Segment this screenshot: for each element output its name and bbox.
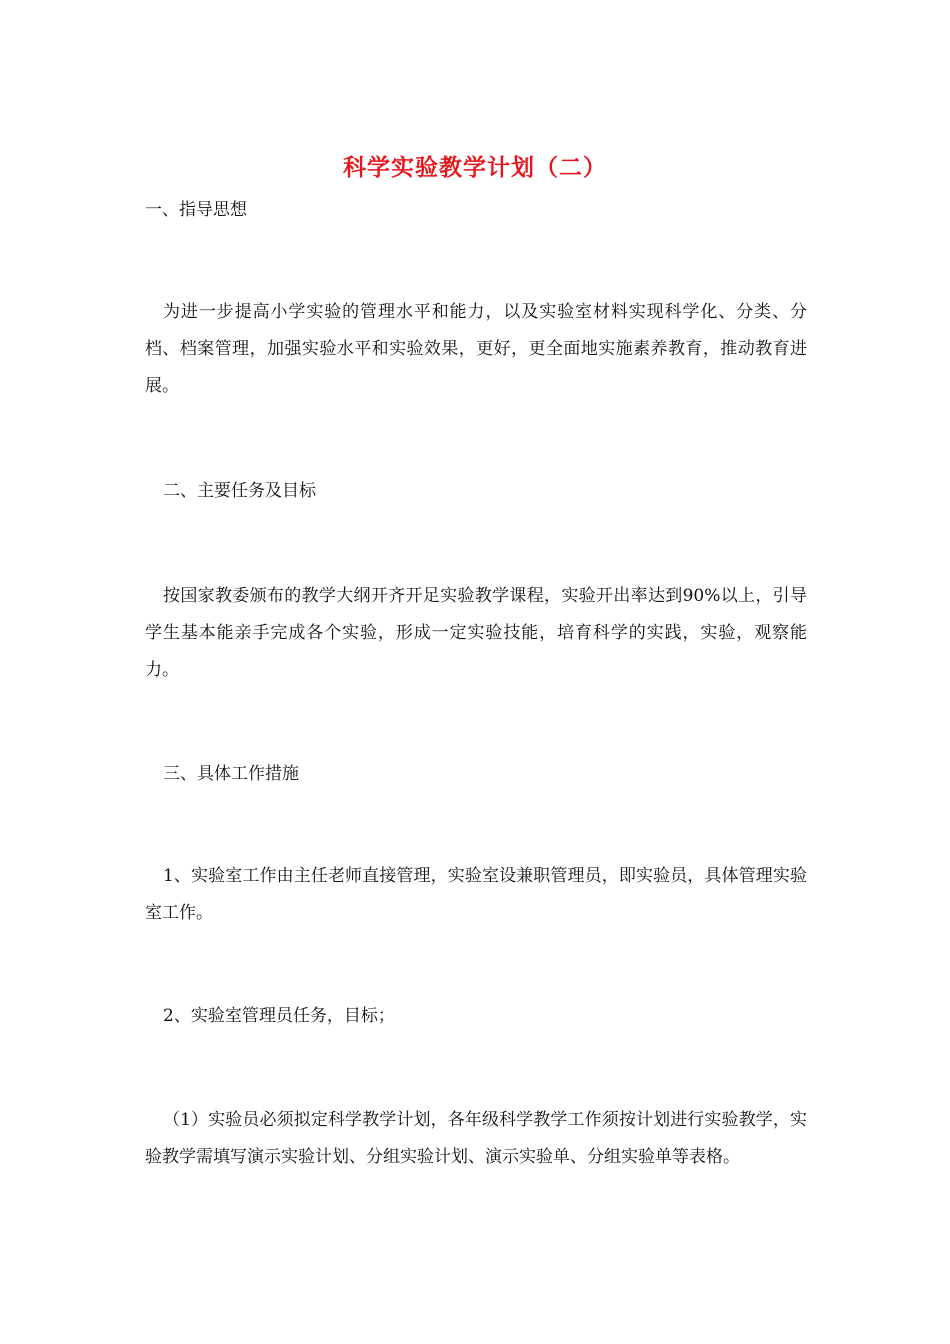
paragraph-guiding-ideology: 为进一步提高小学实验的管理水平和能力，以及实验室材料实现科学化、分类、分档、档案管理，加强实验水平和实验效果，更好，更全面地实施素养教育，推动教育进展。 — [145, 302, 807, 396]
paragraph-measure-1: 1、实验室工作由主任老师直接管理，实验室设兼职管理员，即实验员，具体管理实验室工作。 — [145, 866, 807, 923]
paragraph-measure-2-1: （1）实验员必须拟定科学教学计划，各年级科学教学工作须按计划进行实验教学，实验教学需填写演示实验计划、分组实验计划、演示实验单、分组实验单等表格。 — [145, 1110, 807, 1167]
paragraph-main-tasks: 按国家教委颁布的教学大纲开齐开足实验教学课程，实验开出率达到90%以上，引导学生基本能亲手完成各个实验，形成一定实验技能，培育科学的实践，实验，观察能力。 — [145, 586, 807, 680]
section-heading-main-tasks: 二、主要任务及目标 — [163, 481, 316, 501]
section-heading-guiding-ideology: 一、指导思想 — [145, 200, 247, 220]
section-heading-measures: 三、具体工作措施 — [163, 764, 299, 784]
paragraph-measure-2: 2、实验室管理员任务，目标； — [163, 1006, 395, 1026]
document-title: 科学实验教学计划（二） — [343, 154, 607, 181]
